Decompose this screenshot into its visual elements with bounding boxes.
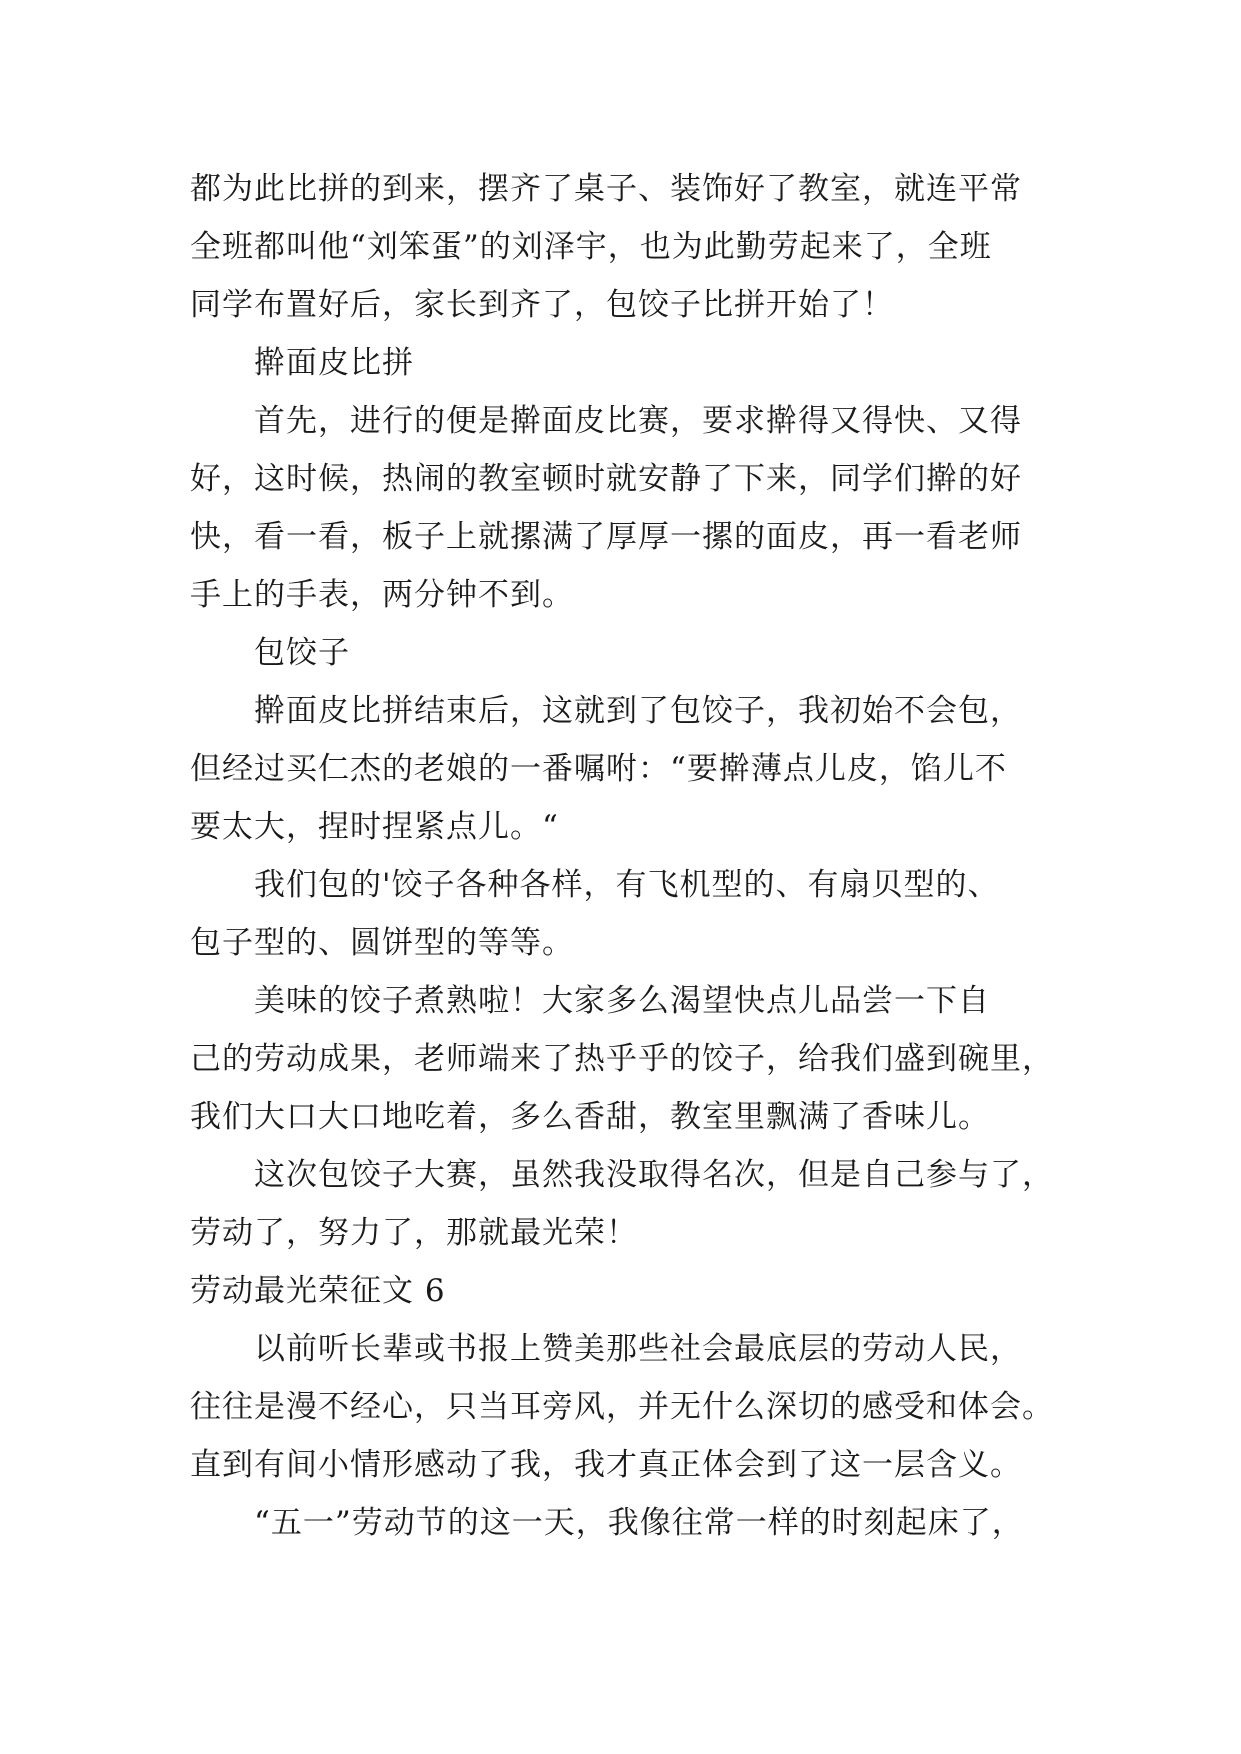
- text-line: 快，看一看，板子上就摞满了厚厚一摞的面皮，再一看老师: [190, 519, 1022, 555]
- article-title: 劳动最光荣征文 6: [190, 1273, 446, 1309]
- text-line: 首先，进行的便是擀面皮比赛，要求擀得又得快、又得: [254, 403, 1022, 439]
- text-line: 劳动了，努力了，那就最光荣！: [190, 1215, 638, 1251]
- document-body: [190, 160, 1070, 1552]
- text-line: 好，这时候，热闹的教室顿时就安静了下来，同学们擀的好: [190, 461, 1022, 497]
- text-line: 要太大，捏时捏紧点儿。“: [190, 809, 559, 845]
- section-heading: 包饺子: [254, 635, 350, 671]
- text-line: 手上的手表，两分钟不到。: [190, 577, 574, 613]
- text-line: 往往是漫不经心，只当耳旁风，并无什么深切的感受和体会。: [190, 1389, 1054, 1425]
- text-line: “五一”劳动节的这一天，我像往常一样的时刻起床了，: [254, 1505, 1024, 1541]
- section-heading: 擀面皮比拼: [254, 345, 414, 381]
- text-line: 都为此比拼的到来，摆齐了桌子、装饰好了教室，就连平常: [190, 171, 1022, 207]
- text-line: 我们包的'饺子各种各样，有飞机型的、有扇贝型的、: [254, 867, 1000, 903]
- text-line: 美味的饺子煮熟啦！大家多么渴望快点儿品尝一下自: [254, 983, 990, 1019]
- text-line: 包子型的、圆饼型的等等。: [190, 925, 574, 961]
- text-line: 我们大口大口地吃着，多么香甜，教室里飘满了香味儿。: [190, 1099, 990, 1135]
- text-line: 但经过买仁杰的老娘的一番嘱咐：“要擀薄点儿皮，馅儿不: [190, 751, 1007, 787]
- text-line: 擀面皮比拼结束后，这就到了包饺子，我初始不会包，: [254, 693, 1022, 729]
- text-line: 全班都叫他“刘笨蛋”的刘泽宇，也为此勤劳起来了，全班: [190, 229, 992, 265]
- text-line: 这次包饺子大赛，虽然我没取得名次，但是自己参与了，: [254, 1157, 1054, 1193]
- text-line: 直到有间小情形感动了我，我才真正体会到了这一层含义。: [190, 1447, 1022, 1483]
- text-line: 己的劳动成果，老师端来了热乎乎的饺子，给我们盛到碗里，: [190, 1041, 1054, 1077]
- text-line: 同学布置好后，家长到齐了，包饺子比拼开始了！: [190, 287, 894, 323]
- text-line: 以前听长辈或书报上赞美那些社会最底层的劳动人民，: [254, 1331, 1022, 1367]
